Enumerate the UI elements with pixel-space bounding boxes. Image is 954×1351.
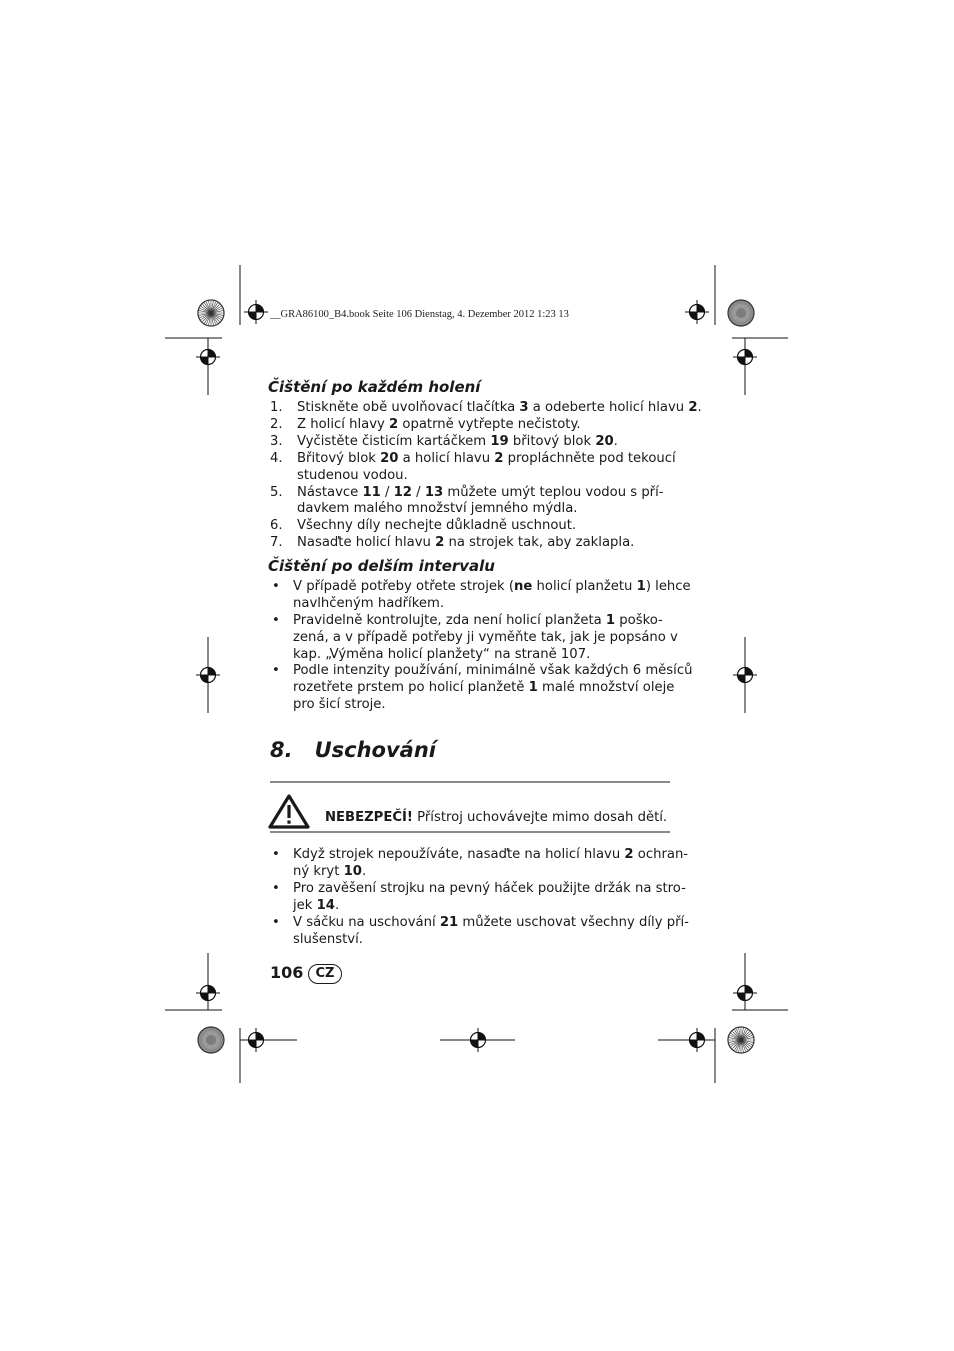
chapter-number: 8. [270, 738, 293, 762]
bullet-icon: • [272, 613, 280, 628]
step-number: 7. [270, 535, 283, 550]
step-number: 4. [270, 451, 283, 466]
bullet-icon: • [272, 881, 280, 896]
chapter-heading [270, 738, 436, 762]
page-number: 106 [270, 963, 304, 982]
storage-bullet-1-line-2: ný kryt 10. [293, 864, 367, 879]
step-number: 1. [270, 400, 283, 415]
bullet-2-line-2: zená, a v případě potřeby ji vyměňte tak, jak je popsáno v [293, 630, 678, 645]
step-7-text: Nasaďte holicí hlavu 2 na strojek tak, aby zaklapla. [297, 535, 635, 550]
step-number: 3. [270, 434, 283, 449]
storage-bullet-2-line-2: jek 14. [293, 898, 340, 913]
warning-top-rule [270, 781, 670, 783]
warning-triangle-icon [268, 794, 310, 830]
step-1-text: Stiskněte obě uvolňovací tlačítka 3 a odeberte holicí hlavu 2. [297, 400, 702, 415]
section-title-after-each-shave: Čištění po každém holení [268, 378, 481, 396]
warning-label: NEBEZPEČÍ! [325, 810, 413, 825]
bullet-icon: • [272, 579, 280, 594]
step-2-text: Z holicí hlavy 2 opatrně vytřepte nečistoty. [297, 417, 581, 432]
bullet-icon: • [272, 915, 280, 930]
section-title-longer-interval: Čištění po delším intervalu [268, 557, 495, 575]
storage-bullet-1-line-1: Když strojek nepoužíváte, nasaďte na holicí hlavu 2 ochran- [293, 847, 689, 862]
chapter-title: Uschování [314, 738, 436, 762]
step-number: 5. [270, 485, 283, 500]
step-5-continuation: davkem malého množství jemného mýdla. [297, 501, 578, 516]
step-6-text: Všechny díly nechejte důkladně uschnout. [297, 518, 577, 533]
step-5-text: Nástavce 11 / 12 / 13 můžete umýt teplou vodou s pří- [297, 485, 664, 500]
language-badge: CZ [308, 964, 342, 984]
bullet-2-line-1: Pravidelně kontrolujte, zda není holicí planžeta 1 poško- [293, 613, 663, 628]
bullet-3-line-2: rozetřete prstem po holicí planžetě 1 malé množství oleje [293, 680, 675, 695]
bullet-icon: • [272, 663, 280, 678]
step-number: 6. [270, 518, 283, 533]
storage-bullet-3-line-1: V sáčku na uschování 21 můžete uschovat všechny díly pří- [293, 915, 689, 930]
bullet-1-line-1: V případě potřeby otřete strojek (ne holicí planžetu 1) lehce [293, 579, 691, 594]
warning-bottom-rule [270, 831, 670, 833]
step-4-text: Břitový blok 20 a holicí hlavu 2 propláchněte pod tekoucí [297, 451, 676, 466]
bullet-3-line-3: pro šicí stroje. [293, 697, 386, 712]
step-4-continuation: studenou vodou. [297, 468, 408, 483]
step-number: 2. [270, 417, 283, 432]
bullet-3-line-1: Podle intenzity používání, minimálně však každých 6 měsíců [293, 663, 693, 678]
bullet-1-line-2: navlhčeným hadříkem. [293, 596, 445, 611]
print-header-line: __GRA86100_B4.book Seite 106 Dienstag, 4. Dezember 2012 1:23 13 [270, 309, 569, 320]
step-3-text: Vyčistěte čisticím kartáčkem 19 břitový blok 20. [297, 434, 618, 449]
bullet-2-line-3: kap. „Výměna holicí planžety“ na straně 107. [293, 647, 591, 662]
warning-text: NEBEZPEČÍ! Přístroj uchovávejte mimo dosah dětí. [325, 810, 668, 825]
storage-bullet-2-line-1: Pro zavěšení strojku na pevný háček použijte držák na stro- [293, 881, 686, 896]
bullet-icon: • [272, 847, 280, 862]
storage-bullet-3-line-2: slušenství. [293, 932, 363, 947]
